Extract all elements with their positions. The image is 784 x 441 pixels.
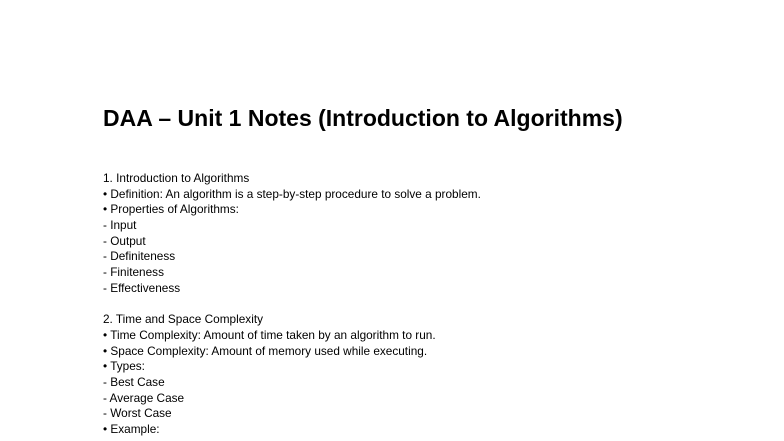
text-line: • Types: [103, 359, 145, 374]
section-heading: 1. Introduction to Algorithms [103, 171, 250, 185]
list-item: - Best Case [103, 374, 165, 389]
list-item: - Average Case [103, 390, 185, 405]
text-line: • Space Complexity: Amount of memory used while executing. [103, 343, 428, 358]
list-item: - Definiteness [103, 249, 176, 264]
list-item: - Output [103, 233, 146, 248]
list-item: - Worst Case [103, 406, 172, 421]
text-line: • Example: [103, 422, 160, 436]
text-line: • Definition: An algorithm is a step-by-step procedure to solve a problem. [103, 186, 481, 201]
document-title: DAA – Unit 1 Notes (Introduction to Algorithms) [103, 105, 623, 131]
section-heading: 2. Time and Space Complexity [103, 312, 263, 327]
list-item: - Input [103, 218, 137, 233]
list-item: - Effectiveness [103, 280, 181, 295]
list-item: - Finiteness [103, 265, 164, 280]
document-body [103, 171, 481, 438]
text-line: • Properties of Algorithms: [103, 202, 239, 217]
text-line: • Time Complexity: Amount of time taken by an algorithm to run. [103, 327, 436, 342]
paragraph-spacer [103, 297, 481, 313]
